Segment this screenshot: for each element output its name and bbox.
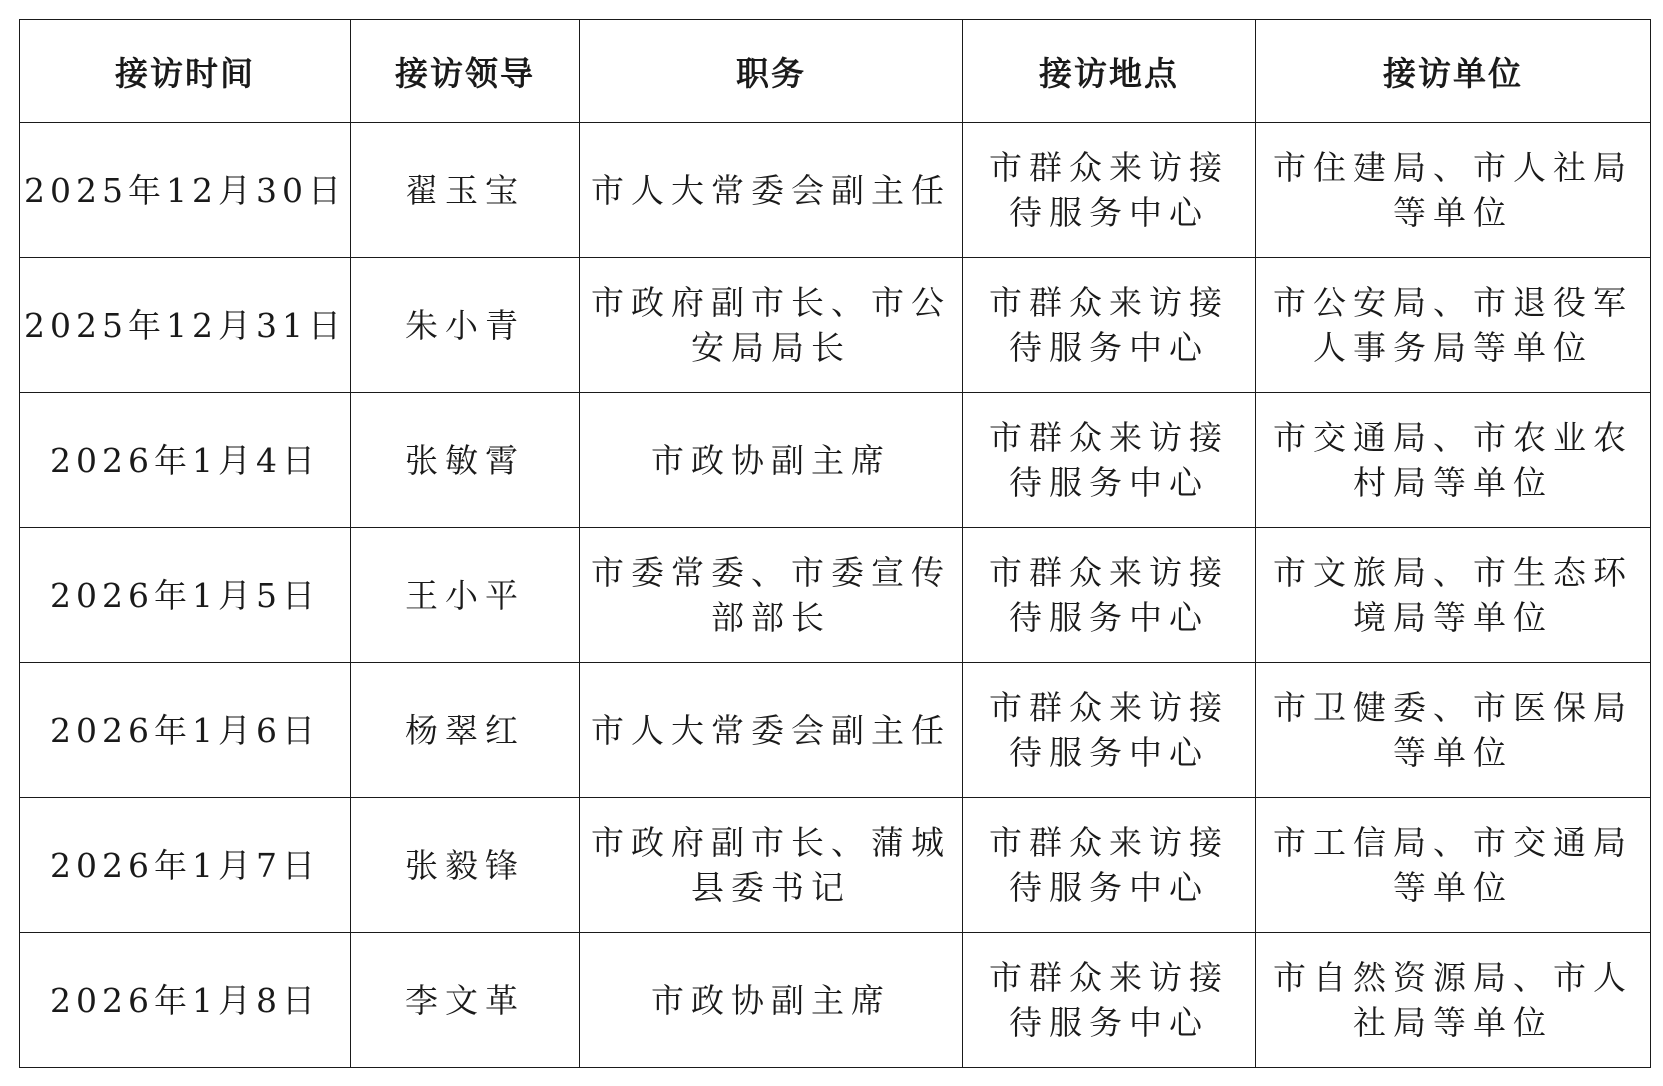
date-cell: 2026年1月5日 [20,528,351,663]
table-row [20,123,1651,258]
leader-cell: 张敏霄 [351,393,580,528]
location-cell: 市群众来访接待服务中心 [963,393,1256,528]
table-row [20,528,1651,663]
units-cell: 市交通局、市农业农村局等单位 [1256,393,1651,528]
table-row [20,258,1651,393]
date-cell: 2025年12月31日 [20,258,351,393]
date-cell: 2026年1月7日 [20,798,351,933]
units-cell: 市工信局、市交通局等单位 [1256,798,1651,933]
leader-cell: 李文革 [351,933,580,1068]
table-row [20,933,1651,1068]
header-reception-location: 接访地点 [963,20,1256,123]
location-cell: 市群众来访接待服务中心 [963,528,1256,663]
leader-cell: 张毅锋 [351,798,580,933]
leader-cell: 杨翠红 [351,663,580,798]
date-cell: 2025年12月30日 [20,123,351,258]
position-cell: 市政府副市长、蒲城县委书记 [580,798,963,933]
units-cell: 市住建局、市人社局等单位 [1256,123,1651,258]
leader-cell: 朱小青 [351,258,580,393]
date-cell: 2026年1月4日 [20,393,351,528]
table-row [20,798,1651,933]
position-cell: 市政协副主席 [580,393,963,528]
units-cell: 市卫健委、市医保局等单位 [1256,663,1651,798]
location-cell: 市群众来访接待服务中心 [963,663,1256,798]
units-cell: 市公安局、市退役军人事务局等单位 [1256,258,1651,393]
table-row [20,663,1651,798]
leader-cell: 翟玉宝 [351,123,580,258]
header-reception-units: 接访单位 [1256,20,1651,123]
units-cell: 市文旅局、市生态环境局等单位 [1256,528,1651,663]
header-reception-leader: 接访领导 [351,20,580,123]
table-row [20,393,1651,528]
reception-schedule-table [19,19,1651,1068]
header-row [20,20,1651,123]
position-cell: 市人大常委会副主任 [580,123,963,258]
location-cell: 市群众来访接待服务中心 [963,798,1256,933]
units-cell: 市自然资源局、市人社局等单位 [1256,933,1651,1068]
position-cell: 市委常委、市委宣传部部长 [580,528,963,663]
leader-cell: 王小平 [351,528,580,663]
location-cell: 市群众来访接待服务中心 [963,123,1256,258]
position-cell: 市政府副市长、市公安局局长 [580,258,963,393]
header-reception-time: 接访时间 [20,20,351,123]
location-cell: 市群众来访接待服务中心 [963,258,1256,393]
date-cell: 2026年1月8日 [20,933,351,1068]
date-cell: 2026年1月6日 [20,663,351,798]
header-position: 职务 [580,20,963,123]
position-cell: 市人大常委会副主任 [580,663,963,798]
location-cell: 市群众来访接待服务中心 [963,933,1256,1068]
position-cell: 市政协副主席 [580,933,963,1068]
